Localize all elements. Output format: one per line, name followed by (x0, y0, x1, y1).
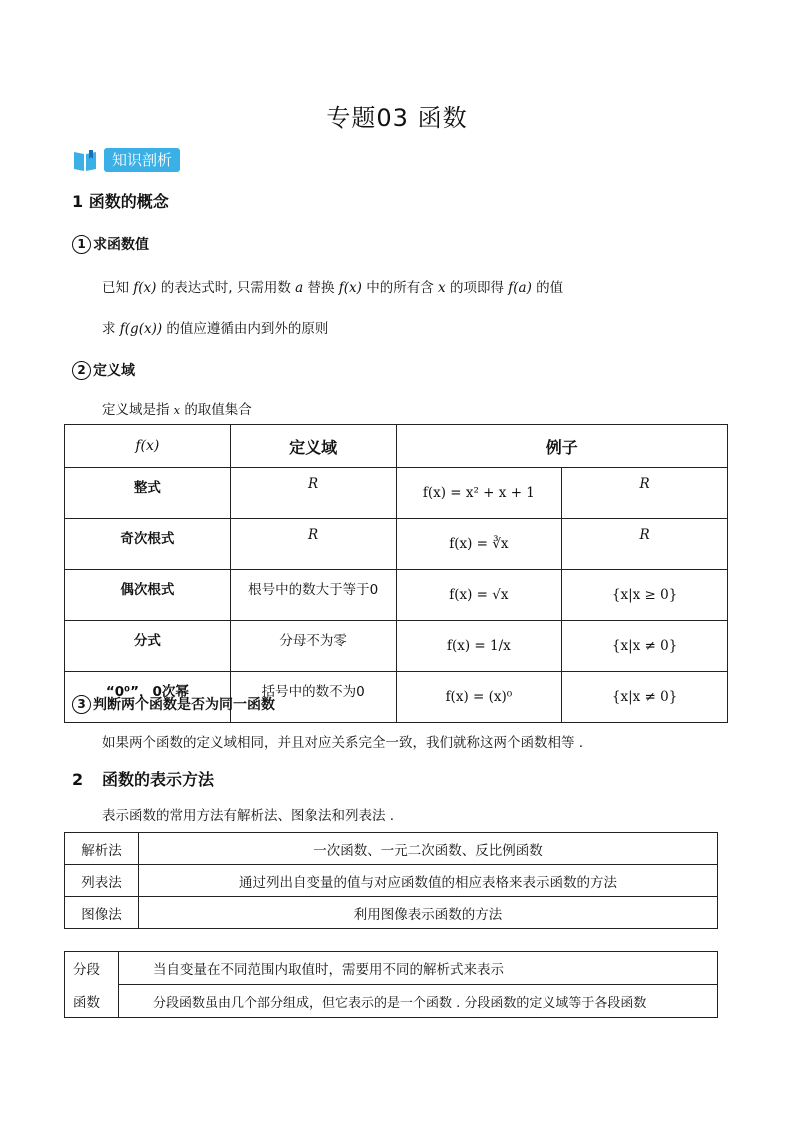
circled-number: 2 (72, 361, 91, 380)
domain-definition (102, 398, 252, 418)
paragraph-eval-2 (102, 317, 328, 337)
equal-functions-text: 如果两个函数的定义域相同，并且对应关系完全一致，我们就称这两个函数相等 . (102, 735, 584, 751)
row-result: {x|x ≥ 0} (562, 570, 728, 621)
math-x: x (438, 280, 446, 296)
row-type: 整式 (65, 468, 231, 519)
section-1-heading: 1 函数的概念 (72, 192, 169, 211)
row-type: 偶次根式 (65, 570, 231, 621)
row-domain: R (230, 519, 396, 570)
circled-number: 1 (72, 235, 91, 254)
method-name: 解析法 (65, 833, 139, 865)
row-example: f(x) = 1/x (396, 621, 562, 672)
method-desc: 通过列出自变量的值与对应函数值的相应表格来表示函数的方法 (139, 865, 718, 897)
row-domain: 分母不为零 (230, 621, 396, 672)
row-example: f(x) = √x (396, 570, 562, 621)
page-title: 专题03 函数 (326, 104, 468, 132)
methods-table (64, 832, 718, 929)
table-row (65, 833, 718, 865)
subsection-2-label: 定义域 (93, 363, 135, 379)
row-result: R (562, 468, 728, 519)
math-fgx: f(g(x)) (119, 321, 163, 337)
table-row (65, 865, 718, 897)
row-type: 分式 (65, 621, 231, 672)
text-b2: 的值应遵循由内到外的原则 (166, 321, 329, 337)
section-2-label: 函数的表示方法 (102, 770, 215, 789)
text-a5: 的项即得 (449, 280, 504, 296)
piecewise-label-top: 分段 (65, 952, 119, 985)
circled-number: 3 (72, 695, 91, 714)
book-icon (72, 148, 98, 172)
badge-label: 知识剖析 (104, 148, 180, 172)
text-a6: 的值 (536, 280, 564, 296)
subsection-1-heading (72, 234, 149, 254)
row-domain: 括号中的数不为0 (230, 672, 396, 723)
section-2-number: 2 (72, 770, 84, 789)
section-2-heading (72, 767, 214, 790)
method-desc: 利用图像表示函数的方法 (139, 897, 718, 929)
text-a4: 中的所有含 (366, 280, 434, 296)
math-fa: f(a) (508, 280, 532, 296)
text-a3: 替换 (307, 280, 335, 296)
table-row (65, 952, 718, 985)
text-b1: 求 (102, 321, 116, 337)
row-example: f(x) = ∛x (396, 519, 562, 570)
text-a2: 的表达式时, 只需用数 (160, 280, 291, 296)
row-result: {x|x ≠ 0} (562, 672, 728, 723)
header-example: 例子 (396, 425, 728, 468)
header-fx: f(x) (65, 425, 231, 468)
text-a1: 已知 (102, 280, 129, 296)
table-header-row (65, 425, 728, 468)
subsection-2-heading (72, 360, 135, 380)
header-domain: 定义域 (230, 425, 396, 468)
math-fx-2: f(x) (338, 280, 362, 296)
domain-table (64, 424, 728, 723)
text-domain-a: 定义域是指 (102, 402, 170, 418)
piecewise-label-bottom: 函数 (65, 985, 119, 1018)
paragraph-eval-1 (102, 276, 563, 296)
table-row (65, 985, 718, 1018)
piecewise-line-1: 当自变量在不同范围内取值时，需要用不同的解析式来表示 (119, 952, 718, 985)
row-example: f(x) = x² + x + 1 (396, 468, 562, 519)
piecewise-table (64, 951, 718, 1018)
text-domain-b: 的取值集合 (184, 402, 252, 418)
method-name: 图像法 (65, 897, 139, 929)
method-name: 列表法 (65, 865, 139, 897)
subsection-3-label: 判断两个函数是否为同一函数 (93, 697, 275, 713)
row-type: 奇次根式 (65, 519, 231, 570)
row-result: R (562, 519, 728, 570)
table-row (65, 897, 718, 929)
row-domain: R (230, 468, 396, 519)
section-2-intro: 表示函数的常用方法有解析法、图象法和列表法 . (102, 808, 395, 824)
row-result: {x|x ≠ 0} (562, 621, 728, 672)
table-row (65, 570, 728, 621)
knowledge-badge (72, 146, 180, 174)
row-domain: 根号中的数大于等于0 (230, 570, 396, 621)
table-row (65, 621, 728, 672)
row-example: f(x) = (x)⁰ (396, 672, 562, 723)
method-desc: 一次函数、一元二次函数、反比例函数 (139, 833, 718, 865)
table-row (65, 468, 728, 519)
math-fx: f(x) (133, 280, 157, 296)
subsection-3-heading (72, 694, 275, 714)
subsection-1-label: 求函数值 (93, 237, 149, 253)
math-x-small: x (173, 404, 181, 417)
row-type: “0⁰”，0次幂 (65, 672, 231, 723)
table-row (65, 519, 728, 570)
piecewise-line-2: 分段函数虽由几个部分组成，但它表示的是一个函数 . 分段函数的定义域等于各段函数 (119, 985, 718, 1018)
math-a: a (295, 280, 304, 296)
